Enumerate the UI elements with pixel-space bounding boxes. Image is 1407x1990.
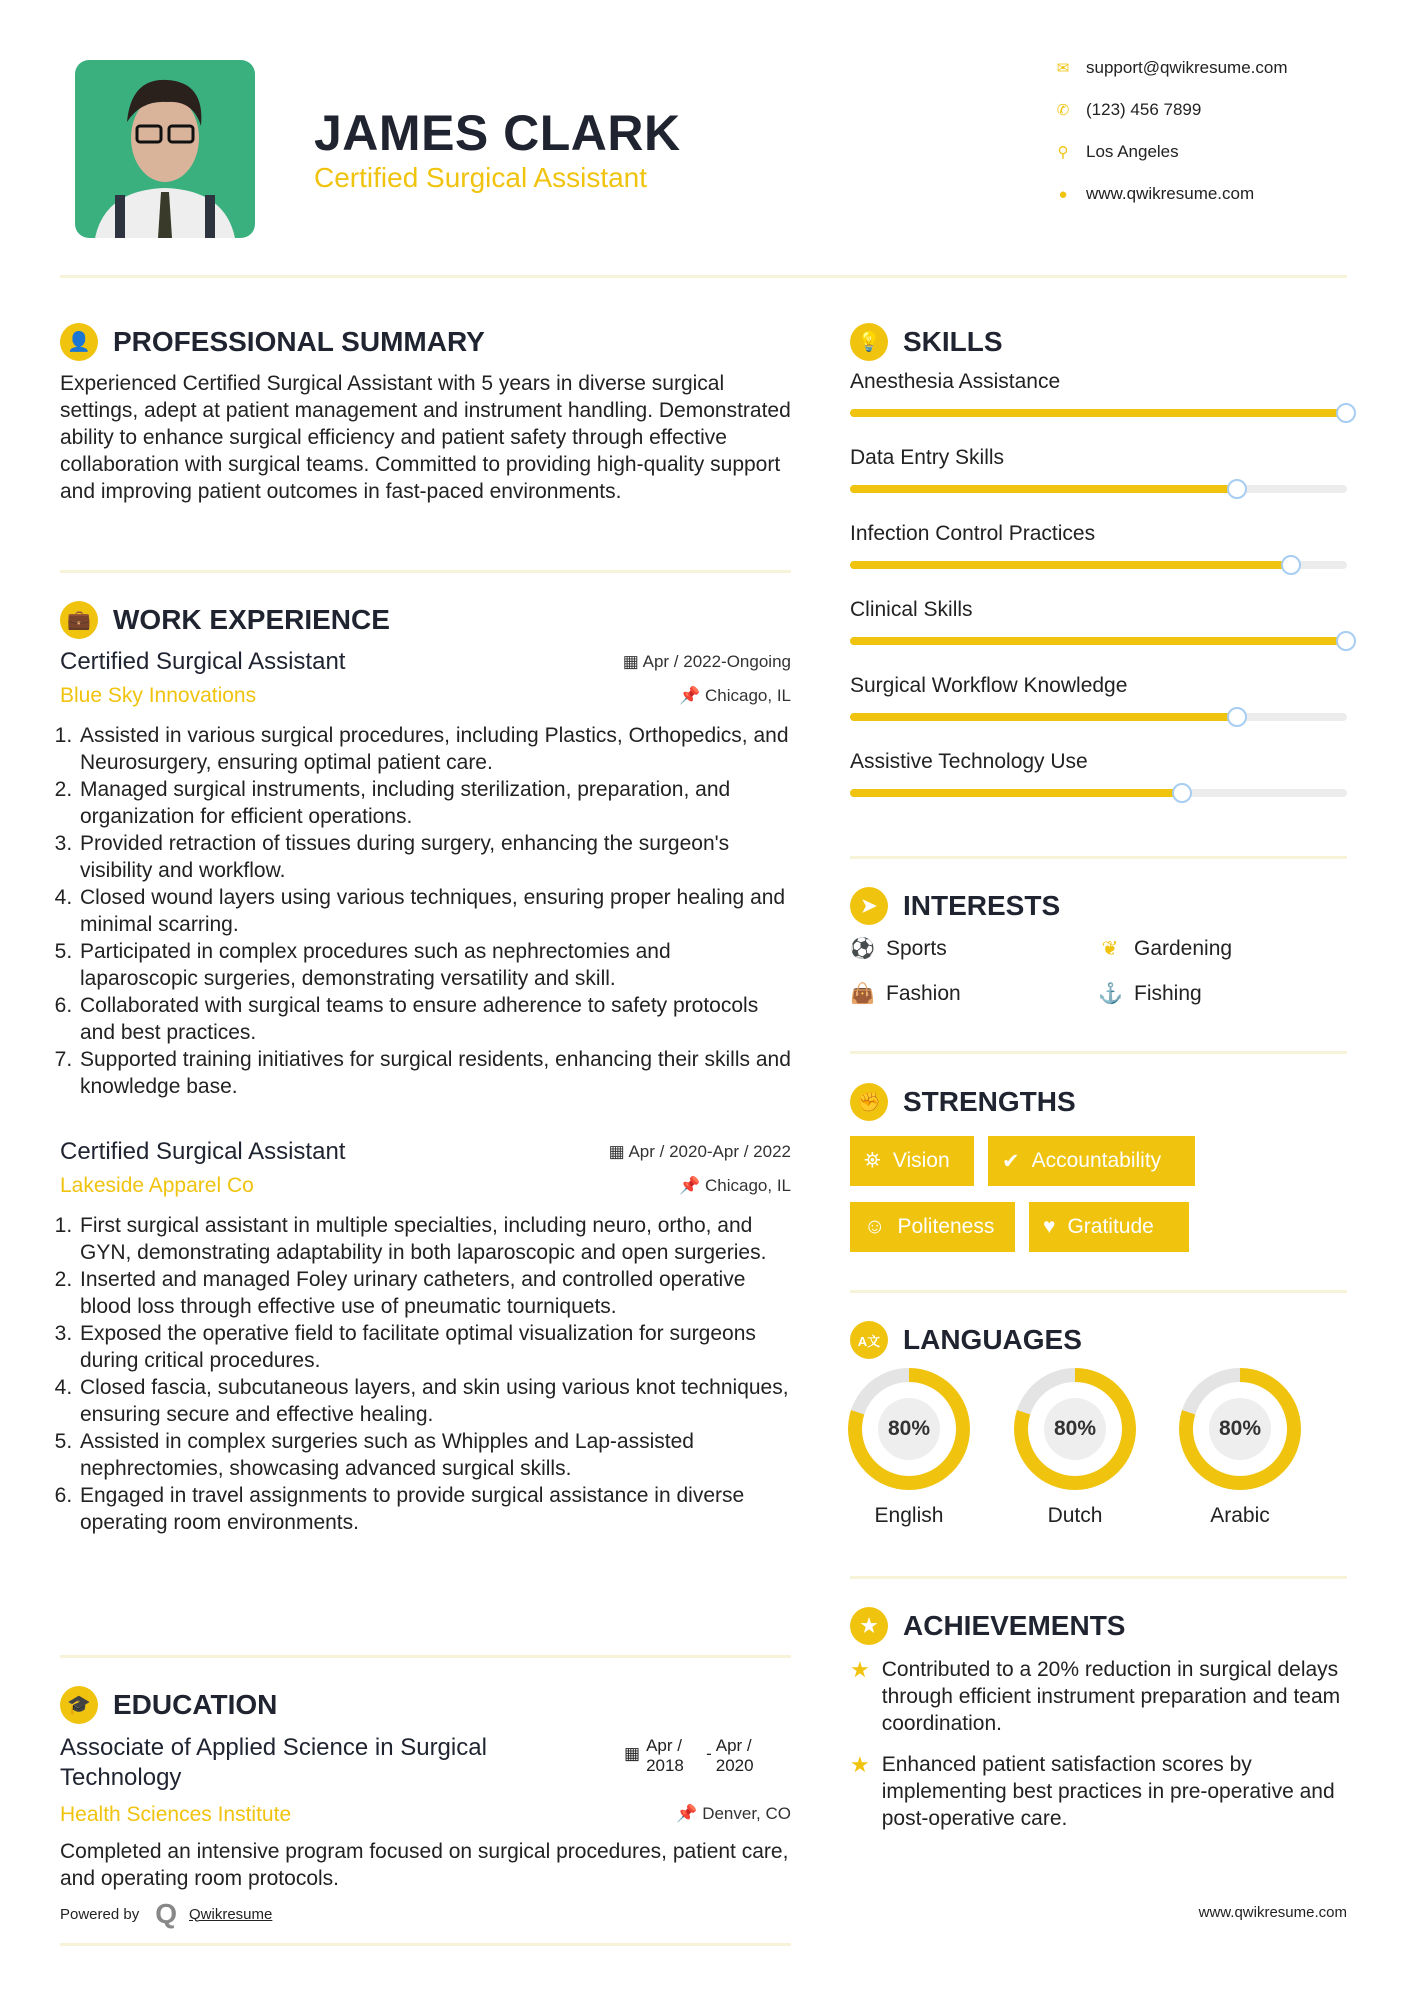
skill-bar [850,561,1347,569]
language-label: Dutch [1047,1504,1103,1527]
contact-location [1052,142,1179,162]
skill-name: Surgical Workflow Knowledge [850,674,1128,697]
skill-fill [850,789,1183,797]
achievement-text: Contributed to a 20% reduction in surgical delays through efficient instrument preparation and team coordination. [881,1658,1341,1735]
contact-email[interactable] [1052,58,1288,78]
location-text: Denver, CO [702,1804,791,1823]
heading-text: WORK EXPERIENCE [113,604,390,635]
school-location [676,1804,791,1824]
work-heading [60,601,390,639]
interest-label: Sports [886,936,947,960]
education-heading [60,1686,277,1724]
interest-item [850,981,961,1006]
education-date [624,1736,766,1776]
achievement-text: Enhanced patient satisfaction scores by implementing best practices in pre-operative and post-operative care. [881,1753,1335,1830]
interest-label: Gardening [1134,936,1233,960]
language-percent: 80% [1044,1398,1106,1460]
heading-text: INTERESTS [903,890,1061,921]
contact-text: www.qwikresume.com [1086,184,1255,203]
star-icon: ★ [850,1752,870,1777]
section-divider [850,1576,1347,1579]
duty-item: 4. Closed wound layers using various techniques, ensuring proper healing and minimal scarring. [78,884,791,938]
heading-text: EDUCATION [113,1689,278,1720]
skill-item [850,598,1347,674]
anchor-icon: ⚓ [1098,983,1123,1005]
education-description: Completed an intensive program focused on surgical procedures, patient care, and operating room protocols. [60,1840,789,1890]
strength-chip [988,1136,1195,1186]
skill-bar [850,485,1347,493]
skill-thumb [1172,783,1192,803]
powered-by [60,1898,272,1930]
contact-text: (123) 456 7899 [1086,100,1202,119]
skill-thumb [1336,403,1356,423]
duty-item: 6. Collaborated with surgical teams to ensure adherence to safety protocols and best practices. [78,992,791,1046]
user-icon: 👤 [60,323,98,361]
duty-item: 2. Managed surgical instruments, including sterilization, preparation, and organization for efficient operations. [78,776,791,830]
language-ring [848,1368,970,1490]
duty-item: 5. Participated in complex procedures such as nephrectomies and laparoscopic surgeries, demonstrating versatility and skill. [78,938,791,992]
strengths-heading [850,1083,1076,1121]
section-divider [850,1051,1347,1054]
strength-label: Vision [892,1149,950,1172]
candidate-title: Certified Surgical Assistant [314,162,648,193]
skill-bar [850,637,1347,645]
shopping-bag-icon: 👜 [850,983,875,1005]
interest-item [1098,981,1202,1006]
section-divider [850,856,1347,859]
skill-item [850,446,1347,522]
pin-icon: 📌 [679,1176,705,1195]
skill-name: Anesthesia Assistance [850,370,1061,393]
skill-thumb [1227,707,1247,727]
job-duties [60,722,791,1100]
duty-item: 1. First surgical assistant in multiple specialties, including neuro, ortho, and GYN, demonstrating adaptability in both laparoscopic and open surgeries. [78,1212,791,1266]
calendar-icon: ▦ [608,1142,629,1161]
duty-item: 1. Assisted in various surgical procedures, including Plastics, Orthopedics, and Neurosurgery, ensuring optimal patient care. [78,722,791,776]
map-pin-icon: ⚲ [1057,144,1069,161]
date-separator: - [706,1744,712,1763]
job-title: Certified Surgical Assistant [60,1138,346,1165]
skill-thumb [1336,631,1356,651]
contact-phone[interactable] [1052,100,1201,120]
heading-text: STRENGTHS [903,1086,1076,1117]
summary-heading [60,323,485,361]
interests-heading [850,887,1060,925]
skill-fill [850,637,1347,645]
leaf-icon: ❦ [1101,938,1119,960]
date-start: Apr / 2018 [646,1736,684,1775]
heading-text: ACHIEVEMENTS [903,1610,1126,1641]
skill-bar [850,713,1347,721]
job-location [679,686,791,706]
paper-plane-icon: ➤ [850,887,888,925]
smile-icon: ☺ [864,1215,886,1238]
calendar-icon: ▦ [624,1744,641,1763]
achievements-heading [850,1607,1125,1645]
heading-text: PROFESSIONAL SUMMARY [113,326,485,357]
skill-fill [850,485,1238,493]
achievement-item [850,1751,1347,1832]
header-divider [60,275,1347,278]
skill-thumb [1227,479,1247,499]
strength-chip [850,1202,1015,1252]
language-label: English [874,1504,944,1527]
candidate-name: JAMES CLARK [314,105,681,161]
duty-item: 3. Exposed the operative field to facilitate optimal visualization for surgeons during critical procedures. [78,1320,791,1374]
company-name: Lakeside Apparel Co [60,1174,254,1197]
job-date [609,1142,791,1162]
heading-text: SKILLS [903,326,1003,357]
language-label: Arabic [1210,1504,1270,1527]
language-ring [1014,1368,1136,1490]
contact-text: support@qwikresume.com [1086,58,1288,77]
duty-item: 4. Closed fascia, subcutaneous layers, and skin using various knot techniques, ensuring secure and effective healing. [78,1374,791,1428]
job-title: Certified Surgical Assistant [60,648,346,675]
skill-bar [850,789,1347,797]
skill-item [850,522,1347,598]
job-entry [60,1138,791,1536]
skill-name: Clinical Skills [850,598,973,621]
skill-fill [850,713,1238,721]
date-text: Apr / 2020-Apr / 2022 [628,1142,791,1161]
language-percent: 80% [878,1398,940,1460]
job-location [679,1176,791,1196]
skill-item [850,674,1347,750]
job-entry [60,648,791,1100]
qwikresume-link[interactable]: Qwikresume [189,1905,273,1923]
footer-url[interactable]: www.qwikresume.com [1198,1904,1347,1921]
language-percent: 80% [1209,1398,1271,1460]
duty-item: 6. Engaged in travel assignments to provide surgical assistance in diverse operating room environments. [78,1482,791,1536]
interest-item [1098,936,1232,961]
binoculars-icon: ⛯ [864,1149,881,1172]
check-circle-icon: ✔ [1002,1149,1020,1173]
strength-label: Politeness [897,1215,995,1238]
pin-icon: 📌 [679,686,705,705]
soccer-ball-icon: ⚽ [850,938,875,960]
skills-list [850,370,1347,826]
skill-bar [850,409,1347,417]
skill-item [850,370,1347,446]
company-name: Blue Sky Innovations [60,684,257,707]
footer-divider [60,1943,791,1946]
location-text: Chicago, IL [705,1176,791,1195]
date-end: Apr / 2020 [715,1736,754,1775]
strength-chip [850,1136,974,1186]
section-divider [60,1655,791,1658]
graduate-icon: 🎓 [60,1686,98,1724]
heart-icon: ♥ [1043,1215,1056,1238]
skill-fill [850,561,1292,569]
section-divider [850,1290,1347,1293]
degree-title: Associate of Applied Science in Surgical Technology [60,1734,487,1791]
calendar-icon: ▦ [622,652,643,671]
section-divider [60,570,791,573]
strength-chip [1029,1202,1189,1252]
fist-icon: ✊ [850,1083,888,1121]
qwikresume-logo-icon: Q [155,1898,177,1929]
skill-name: Assistive Technology Use [850,750,1088,773]
globe-icon: ● [1058,185,1068,203]
date-text: Apr / 2022-Ongoing [642,652,791,671]
duty-item: 3. Provided retraction of tissues during surgery, enhancing the surgeon's visibility and workflow. [78,830,791,884]
briefcase-icon: 💼 [60,601,98,639]
interest-label: Fashion [886,981,961,1005]
duty-item: 5. Assisted in complex surgeries such as Whipples and Lap-assisted nephrectomies, showcasing advanced surgical skills. [78,1428,791,1482]
achievement-item [850,1656,1347,1737]
duty-item: 2. Inserted and managed Foley urinary catheters, and controlled operative blood loss through effective use of pneumatic tourniquets. [78,1266,791,1320]
contact-website[interactable] [1052,184,1254,204]
star-badge-icon: ★ [850,1607,888,1645]
lightbulb-icon: 💡 [850,323,888,361]
job-duties [60,1212,791,1536]
skill-fill [850,409,1347,417]
strength-label: Gratitude [1067,1215,1154,1238]
languages-heading [850,1321,1082,1359]
powered-by-label: Powered by [60,1905,140,1923]
translate-icon: A文 [850,1321,888,1359]
skills-heading [850,323,1003,361]
contact-text: Los Angeles [1086,142,1179,161]
star-icon: ★ [850,1657,870,1682]
heading-text: LANGUAGES [903,1324,1082,1355]
duty-item: 7. Supported training initiatives for surgical residents, enhancing their skills and knowledge base. [78,1046,791,1100]
skill-thumb [1281,555,1301,575]
summary-text: Experienced Certified Surgical Assistant with 5 years in diverse surgical settings, adept at patient management and instrument handling. Demonstrated ability to enhance surgical efficiency and patient safety through effective collaboration with surgical teams. Committed to providing high-quality support and improving patient outcomes in fast-paced environments. [60,372,791,503]
skill-name: Data Entry Skills [850,446,1005,469]
school-name: Health Sciences Institute [60,1803,292,1826]
language-ring [1179,1368,1301,1490]
location-text: Chicago, IL [705,686,791,705]
phone-icon: ✆ [1056,102,1070,119]
skill-item [850,750,1347,826]
skill-name: Infection Control Practices [850,522,1096,545]
job-date [623,652,791,672]
interest-item [850,936,947,961]
strength-label: Accountability [1031,1149,1162,1172]
profile-photo [75,60,255,238]
interest-label: Fishing [1134,981,1202,1005]
pin-icon: 📌 [676,1804,703,1823]
envelope-icon: ✉ [1056,60,1070,77]
